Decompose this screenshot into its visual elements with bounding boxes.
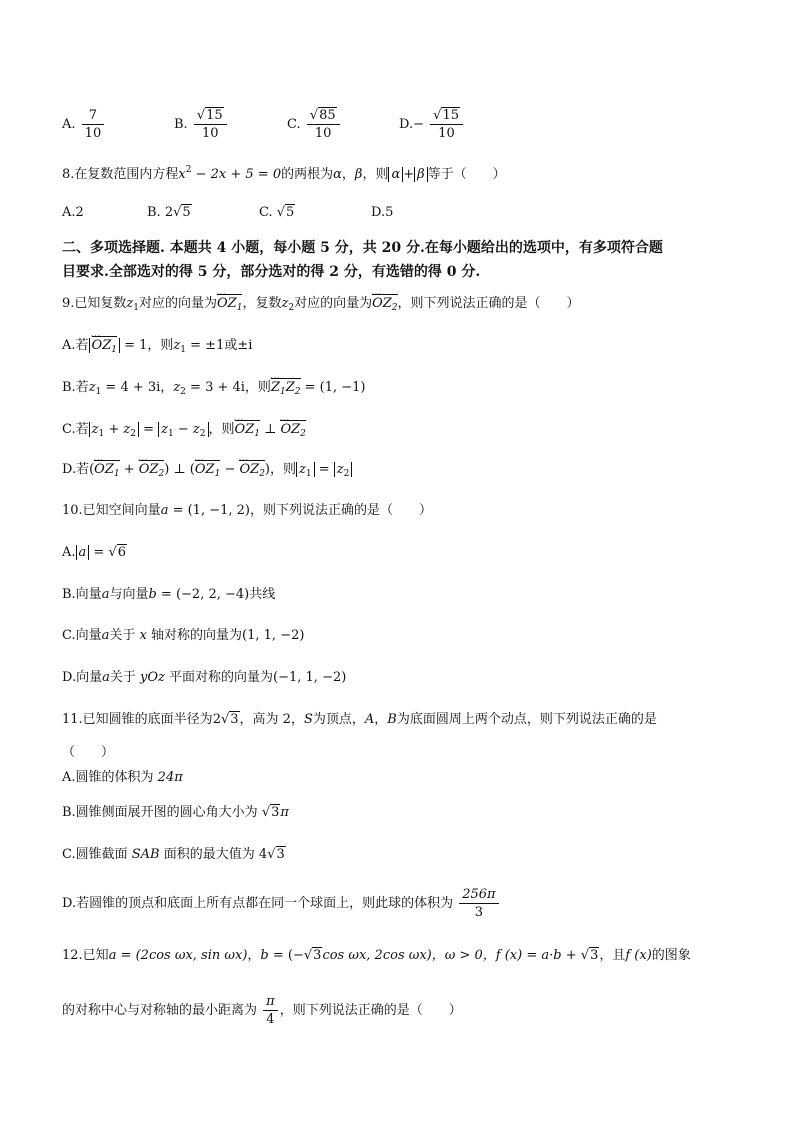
q10-option-a: A. a = √6	[62, 545, 127, 560]
q9-option-c: C.若 $z_1 + z_2 = z_1 - z_2$ ，则 ꞈꞈꞈ $OZ_1$ ⊥ ꞈꞈꞈ $OZ_2$	[62, 413, 306, 439]
q11-stem-paren: （ ）	[62, 745, 115, 760]
q11-option-b: B.圆锥侧面展开图的圆心角大小为 √3π	[62, 805, 289, 820]
q10-option-d: D.向量a关于 yOz 平面对称的向量为(−1, 1, −2)	[62, 670, 347, 685]
section-heading: 二、多项选择题. 本题共 4 小题，每小题 5 分，共 20 分.在每小题给出的选项中，有多项符合题	[62, 240, 663, 256]
q7-option-d: D.− $\frac{√15}{10}$	[399, 107, 465, 142]
option-label: A.	[62, 117, 76, 132]
q9-stem: 9.已知复数$z_1$对应的向量为 ꞈꞈꞈ $OZ_1$，复数$z_2$对应的向量为 ꞈꞈꞈ $OZ_2$，则下列说法正确的是（ ）	[62, 287, 580, 313]
option-label: D.	[399, 117, 414, 132]
q9-option-d: D.若( ꞈꞈꞈ $OZ_1$ + ꞈꞈꞈ $OZ_2$) ⊥ ( ꞈꞈꞈ $OZ_1$ − ꞈꞈꞈ $OZ_2$)，则 $z_1 = z_2$	[62, 460, 352, 484]
q12-stem: 12.已知a = (2cos ωx, sin ωx)，b = (−√3cos ωx, 2cos ωx)，ω > 0，f (x) = a·b + √3，且f (x)的图象	[62, 948, 691, 963]
fraction: $\frac{√85}{10}$	[307, 107, 340, 142]
q11-option-c: C.圆锥截面 SAB 面积的最大值为 4√3	[62, 847, 285, 862]
q7-option-a	[62, 107, 106, 142]
option-label: B.	[174, 117, 188, 132]
q8-option-a: A.2	[62, 205, 84, 220]
q11-stem: 11.已知圆锥的底面半径为2√3，高为 2，S为顶点，A，B为底面圆周上两个动点，则下列说法正确的是	[62, 712, 657, 727]
q8-option-c: C. √5	[259, 205, 295, 220]
q8-option-b: B. 2√5	[147, 205, 191, 220]
fraction: $\frac{7}{10}$	[82, 107, 105, 142]
q11-option-d: D.若圆锥的顶点和底面上所有点都在同一个球面上，则此球的体积为 $\frac{256\pi}{3}$	[62, 886, 501, 921]
option-label: C.	[287, 117, 301, 132]
q10-option-b: B.向量a与向量b = (−2, 2, −4)共线	[62, 587, 276, 602]
q10-option-c: C.向量a关于 x 轴对称的向量为(1, 1, −2)	[62, 628, 305, 643]
fraction: $\frac{√15}{10}$	[430, 107, 463, 142]
fraction: $\frac{256\pi}{3}$	[459, 886, 498, 921]
q9-option-a: A.若 ꞈꞈꞈ $OZ_1 = 1$，则$z_1 = \pm 1$或±i	[62, 329, 253, 355]
fraction: $\frac{\pi}{4}$	[263, 993, 278, 1028]
q8-option-d: D.5	[371, 205, 394, 220]
q11-option-a: A.圆锥的体积为 24π	[62, 770, 183, 785]
fraction: $\frac{√15}{10}$	[194, 107, 227, 142]
q8-stem: 8.在复数范围内方程$x^2 - 2x + 5 = 0$的两根为α，β，则 α + β 等于（ ）	[62, 165, 506, 182]
q10-stem: 10.已知空间向量a = (1, −1, 2)，则下列说法正确的是（ ）	[62, 503, 433, 518]
section-heading-cont: 目要求.全部选对的得 5 分，部分选对的得 2 分，有选错的得 0 分.	[62, 264, 481, 280]
q12-stem-cont: 的对称中心与对称轴的最小距离为 $\frac{\pi}{4}$ ，则下列说法正确的是（ ）	[62, 994, 462, 1027]
q7-option-c	[287, 107, 342, 142]
q9-option-b: B.若$z_1 = 4 + 3i$，$z_2 = 3 + 4i$，则 ꞈꞈꞈ $Z_1Z_2 = (1$, −1)	[62, 371, 366, 397]
q7-option-b	[174, 107, 229, 142]
